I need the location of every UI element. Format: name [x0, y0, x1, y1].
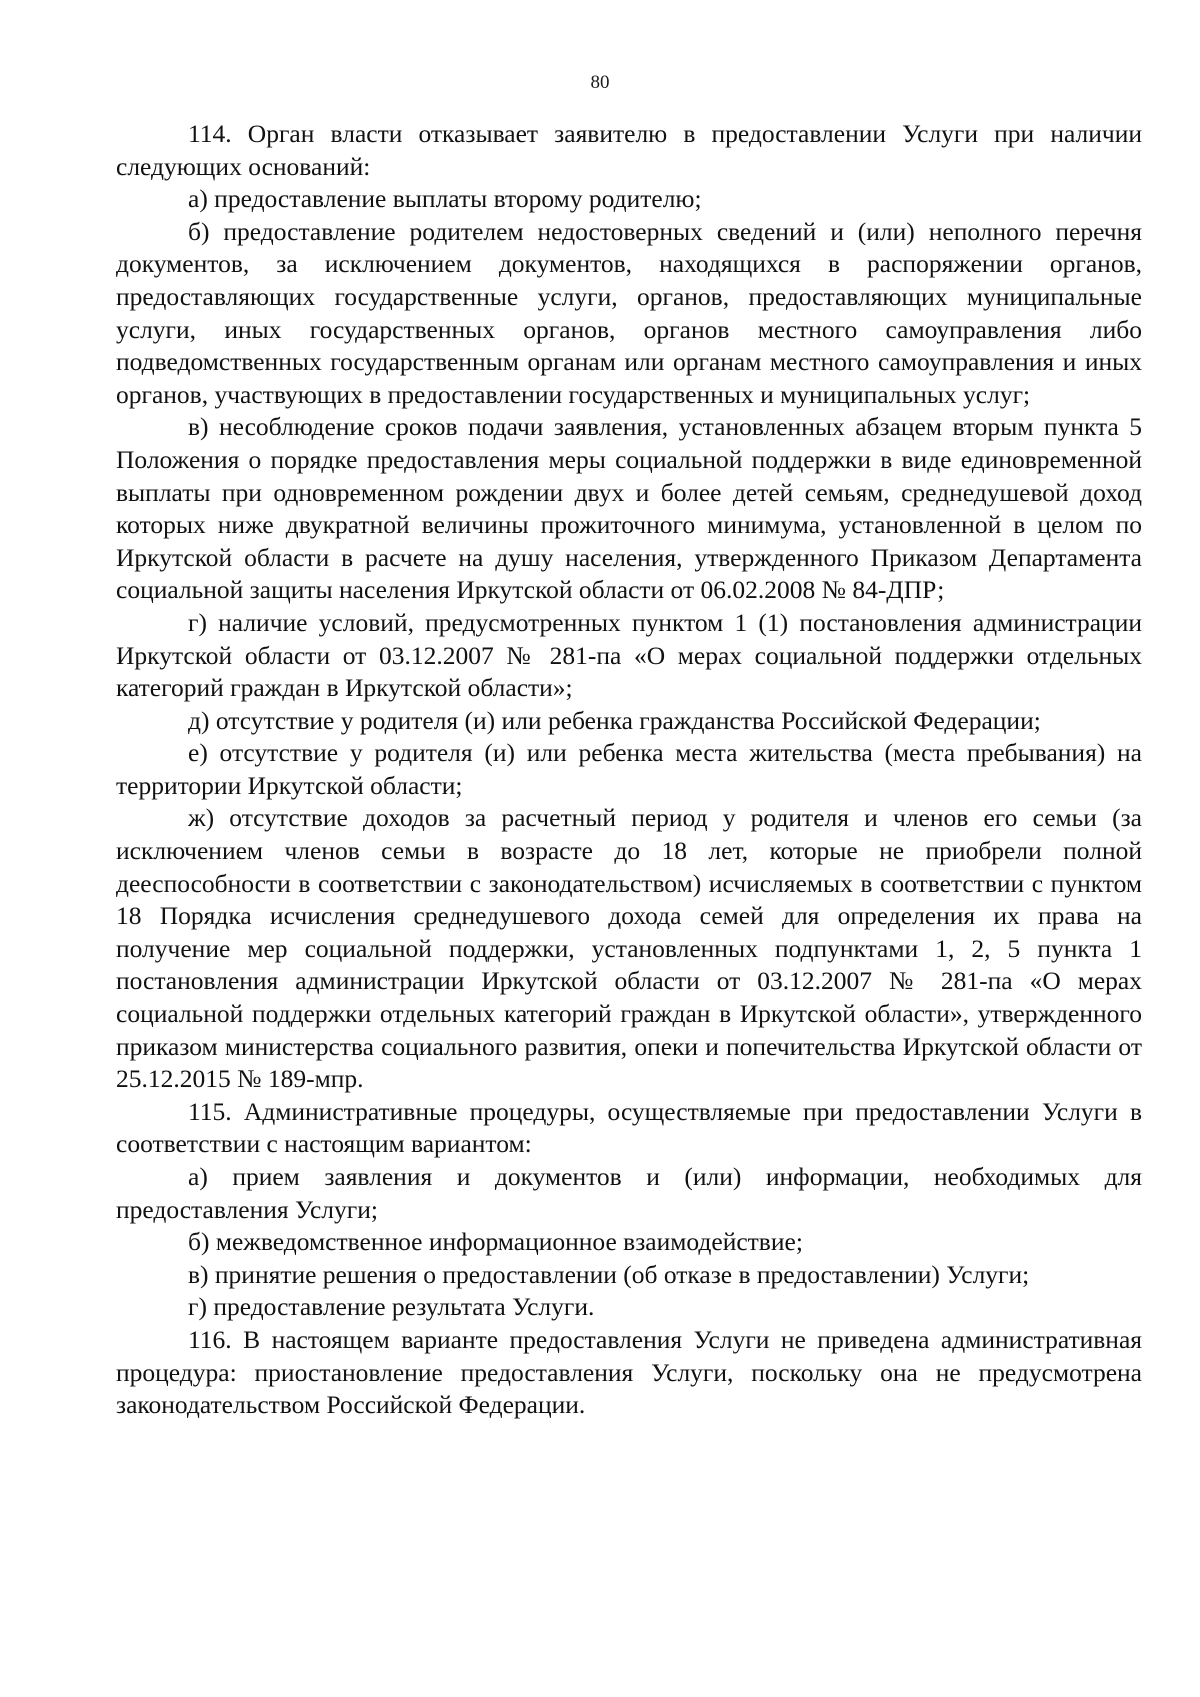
paragraph-114-v: в) несоблюдение сроков подачи заявления, установленных абзацем вторым пункта 5 Положения о порядке предоставления меры социальной поддержки в виде единовременной выплаты при одновременном рождении двух и более детей семьям, среднедушевой доход которых ниже двукратной величины прожиточного минимума, установленной в целом по Иркутской области в расчете на душу населения, утвержденного Приказом Департамента социальной защиты населения Иркутской области от 06.02.2008 № 84-ДПР;	[116, 412, 1142, 605]
paragraph-114-d: д) отсутствие у родителя (и) или ребенка гражданства Российской Федерации;	[188, 705, 1041, 735]
page-number: 80	[590, 72, 610, 93]
document-body	[116, 118, 1142, 1422]
paragraph-115-b: б) межведомственное информационное взаимодействие;	[188, 1227, 803, 1257]
paragraph-114: 114. Орган власти отказывает заявителю в предоставлении Услуги при наличии следующих оснований:	[116, 119, 1142, 181]
paragraph-115-v: в) принятие решения о предоставлении (об отказе в предоставлении) Услуги;	[188, 1259, 1030, 1289]
paragraph-114-b: б) предоставление родителем недостоверных сведений и (или) неполного перечня документов, за исключением документов, находящихся в распоряжении органов, предоставляющих государственные услуги, органов, предоставляющих муниципальные услуги, иных государственных органов, органов местного самоуправления либо подведомственных государственным органам или органам местного самоуправления и иных органов, участвующих в предоставлении государственных и муниципальных услуг;	[116, 216, 1142, 409]
paragraph-115-a: а) прием заявления и документов и (или) информации, необходимых для предоставления Услуги;	[116, 1162, 1142, 1224]
paragraph-115-g: г) предоставление результата Услуги.	[188, 1292, 595, 1322]
paragraph-114-a: а) предоставление выплаты второму родителю;	[188, 184, 702, 214]
paragraph-114-g: г) наличие условий, предусмотренных пунктом 1 (1) постановления администрации Иркутской области от 03.12.2007 № 281-па «О мерах социальной поддержки отдельных категорий граждан в Иркутской области»;	[116, 607, 1142, 703]
paragraph-114-zh: ж) отсутствие доходов за расчетный период у родителя и членов его семьи (за исключением членов семьи в возрасте до 18 лет, которые не приобрели полной дееспособности в соответствии с законодательством) исчисляемых в соответствии с пунктом 18 Порядка исчисления среднедушевого дохода семей для определения их права на получение мер социальной поддержки, установленных подпунктами 1, 2, 5 пункта 1 постановления администрации Иркутской области от 03.12.2007 № 281-па «О мерах социальной поддержки отдельных категорий граждан в Иркутской области», утвержденного приказом министерства социального развития, опеки и попечительства Иркутской области от 25.12.2015 № 189-мпр.	[116, 803, 1142, 1094]
paragraph-114-e: е) отсутствие у родителя (и) или ребенка места жительства (места пребывания) на территории Иркутской области;	[116, 738, 1142, 800]
paragraph-115: 115. Административные процедуры, осуществляемые при предоставлении Услуги в соответствии с настоящим вариантом:	[116, 1096, 1142, 1159]
paragraph-116: 116. В настоящем варианте предоставления Услуги не приведена административная процедура: приостановление предоставления Услуги, поскольку она не предусмотрена законодательством Российской Федерации.	[116, 1324, 1142, 1420]
